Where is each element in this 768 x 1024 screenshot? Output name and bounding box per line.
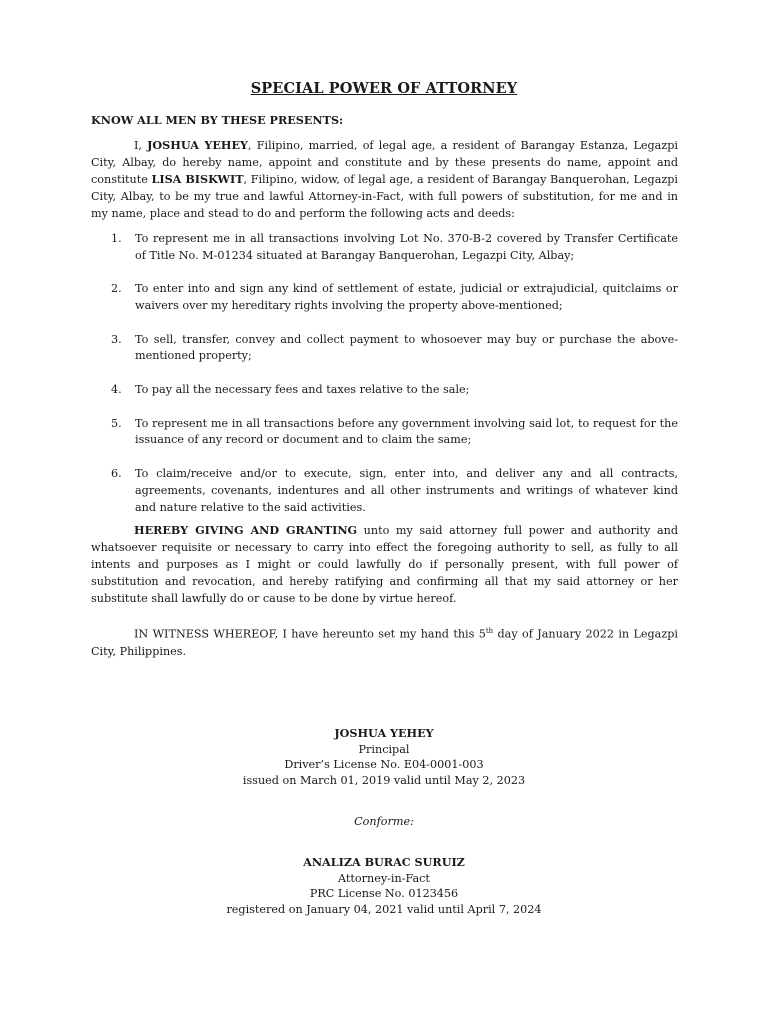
granting-text: unto my said attorney full power and authority and whatsoever requisite or necessary to carry into effect the foregoing authority to sell, as fully to all intents and purposes as I might or could lawfully do if personally present, with full power of substitution and revocation, and hereby ratifying and confirming all that my said attorney or her substitute shall lawfully do or cause to be done by virtue hereof. [91, 524, 678, 605]
principal-name-inline: JOSHUA YEHEY [147, 137, 249, 152]
list-item [91, 332, 678, 366]
witness-ordinal: th [485, 627, 494, 636]
attorney-name-inline: LISA BISKWIT [151, 172, 244, 187]
principal-name: JOSHUA YEHEY [334, 726, 434, 740]
attorney-validity: registered on January 04, 2021 valid until April 7, 2024 [226, 902, 542, 916]
principal-license: Driver’s License No. E04-0001-003 [284, 758, 484, 771]
list-item-number: 2. [111, 282, 122, 296]
list-item-number: 6. [111, 466, 122, 480]
granting-paragraph [91, 522, 678, 607]
list-item-number: 3. [111, 332, 122, 346]
witness-text-1: IN WITNESS WHEREOF, I have hereunto set my hand this 5 [134, 628, 486, 642]
attorney-license: PRC License No. 0123456 [309, 887, 459, 900]
list-item-number: 5. [111, 416, 122, 430]
intro-text-2: , Filipino, married, of legal age, a resident of Barangay Estanza, Legazpi City, Albay, do hereby name, appoint and constitute and by these presents do name, appoint and constitute [91, 138, 678, 187]
list-item-text: To represent me in all transactions involving Lot No. 370-B-2 covered by Transfer Certificate of Title No. M-01234 situated at Barangay Banquerohan, Legazpi City, Albay; [135, 231, 678, 262]
document-title: SPECIAL POWER OF ATTORNEY [250, 80, 518, 97]
list-item-number: 4. [111, 382, 122, 396]
acts-list [91, 231, 678, 517]
list-item-text: To pay all the necessary fees and taxes relative to the sale; [135, 382, 470, 396]
intro-text-3: , Filipino, widow, of legal age, a resident of Barangay Banquerohan, Legazpi City, Albay, to be my true and lawful Attorney-in-Fact, with full powers of substitution, for me and in my name, place and stead to do and perform the following acts and deeds: [91, 173, 679, 220]
witness-paragraph [91, 623, 678, 660]
attorney-role: Attorney-in-Fact [338, 871, 430, 885]
granting-lead: HEREBY GIVING AND GRANTING [134, 523, 358, 538]
list-item [91, 382, 678, 399]
list-item-text: To enter into and sign any kind of settlement of estate, judicial or extrajudicial, quitclaims or waivers over my hereditary rights involving the property above-mentioned; [135, 282, 678, 312]
know-all-heading: KNOW ALL MEN BY THESE PRESENTS: [91, 113, 344, 127]
list-item [91, 281, 678, 315]
list-item [91, 416, 678, 450]
conforme-label: Conforme: [354, 815, 414, 828]
list-item-text: To represent me in all transactions before any government involving said lot, to request for the issuance of any record or document and to claim the same; [135, 416, 678, 447]
intro-text-1: I, [134, 138, 148, 152]
principal-role: Principal [358, 742, 410, 756]
witness-text-2: day of January 2022 in Legazpi City, Philippines. [91, 628, 678, 658]
principal-signature-block [0, 726, 768, 788]
intro-paragraph [91, 137, 678, 223]
document-body [91, 112, 678, 661]
list-item-text: To sell, transfer, convey and collect payment to whosoever may buy or purchase the above-mentioned property; [135, 332, 678, 363]
list-item [91, 466, 678, 516]
attorney-signature-block [0, 855, 768, 917]
attorney-name: ANALIZA BURAC SURUIZ [303, 855, 465, 869]
principal-validity: issued on March 01, 2019 valid until May 2, 2023 [242, 773, 526, 787]
list-item-number: 1. [111, 231, 122, 245]
list-item-text: To claim/receive and/or to execute, sign, enter into, and deliver any and all contracts, agreements, covenants, indentures and all other instruments and writings of whatever kind and nature relative to the said activities. [135, 466, 678, 514]
list-item [91, 231, 678, 265]
